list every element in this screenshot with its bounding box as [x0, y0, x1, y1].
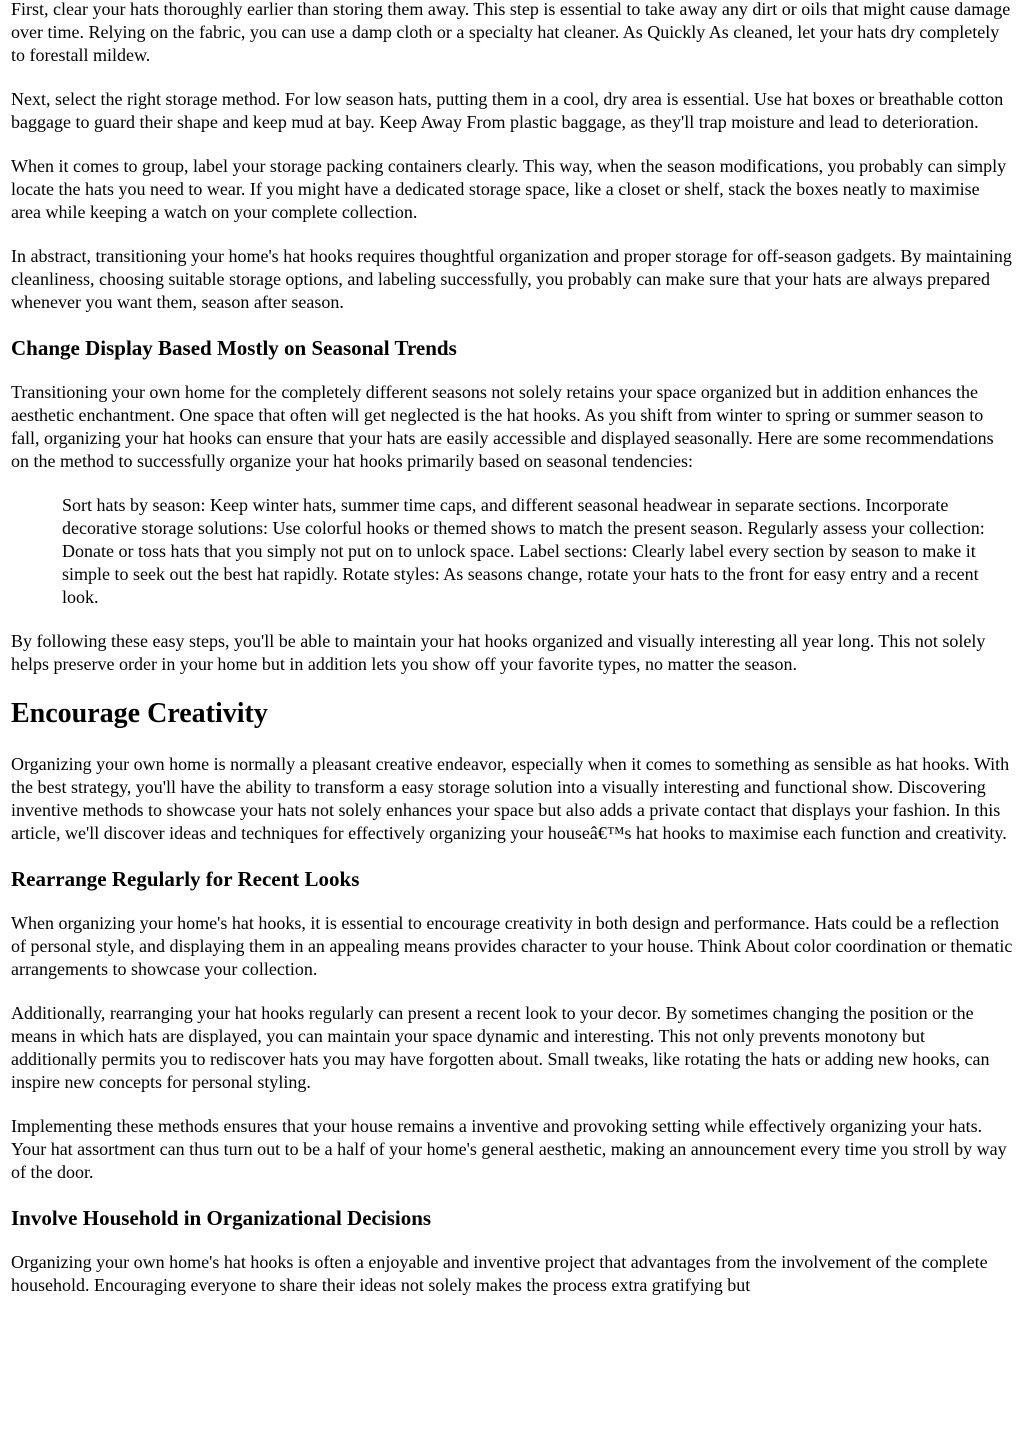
- seasonal-paragraph: Transitioning your own home for the completely different seasons not solely retains your space organized but in addition enhances the aesthetic enchantment. One space that often will get neglected is the hat hooks. As you shift from winter to spring or summer season to fall, organizing your hat hooks can ensure that your hats are easily accessible and displayed seasonally. Here are some recommendations on the method to successfully organize your hat hooks primarily based on seasonal tendencies:: [11, 382, 994, 471]
- intro-paragraph-labeling: When it comes to group, label your storage packing containers clearly. This way, when the season modifications, you probably can simply locate the hats you need to wear. If you might have a dedicated storage space, like a closet or shelf, stack the boxes neatly to maximise area while keeping a watch on your complete collection.: [11, 156, 1007, 222]
- heading-seasonal-trends: Change Display Based Mostly on Seasonal Trends: [11, 336, 457, 360]
- intro-paragraph-summary: In abstract, transitioning your home's hat hooks requires thoughtful organization and proper storage for off-season gadgets. By maintaining cleanliness, choosing suitable storage options, and labeling successfully, you probably can make sure that your hats are always prepared whenever you want them, season after season.: [11, 246, 1012, 312]
- intro-paragraph-storage-method: Next, select the right storage method. For low season hats, putting them in a cool, dry area is essential. Use hat boxes or breathable cotton baggage to guard their shape and keep mud at bay. Keep Away From plastic baggage, as they'll trap moisture and lead to deterioration.: [11, 89, 1004, 132]
- intro-paragraph-cleaning: First, clear your hats thoroughly earlier than storing them away. This step is essential to take away any dirt or oils that might cause damage over time. Relying on the fabric, you can use a damp cloth or a specialty hat cleaner. As Quickly As cleaned, let your hats dry completely to forestall mildew.: [11, 0, 1011, 65]
- rearrange-paragraph-1: When organizing your home's hat hooks, it is essential to encourage creativity in both design and performance. Hats could be a reflection of personal style, and displaying them in an appealing means provides character to your house. Think About color coordination or thematic arrangements to showcase your collection.: [11, 913, 1013, 979]
- heading-rearrange-regularly: Rearrange Regularly for Recent Looks: [11, 867, 360, 891]
- heading-involve-household: Involve Household in Organizational Decisions: [11, 1206, 432, 1230]
- rearrange-paragraph-3: Implementing these methods ensures that your house remains a inventive and provoking setting while effectively organizing your hats. Your hat assortment can thus turn out to be a half of your home's general aesthetic, making an announcement every time you stroll by way of the door.: [11, 1116, 1007, 1182]
- seasonal-tips-list: Sort hats by season: Keep winter hats, summer time caps, and different seasonal headwear in separate sections. Incorporate decorative storage solutions: Use colorful hooks or themed shows to match the present season. Regularly assess your collection: Donate or toss hats that you simply not put on to unlock space. Label sections: Clearly label every section by season to make it simple to seek out the best hat rapidly. Rotate styles: As seasons change, rotate your hats to the front for easy entry and a recent look.: [62, 495, 985, 607]
- creativity-paragraph: Organizing your own home is normally a pleasant creative endeavor, especially when it comes to something as sensible as hat hooks. With the best strategy, you'll have the ability to transform a easy storage solution into a visually interesting and functional show. Discovering inventive methods to showcase your hats not solely enhances your space but also adds a private contact that displays your fashion. In this article, we'll discover ideas and techniques for effectively organizing your houseâ€™s hat hooks to maximise each function and creativity.: [11, 754, 1010, 843]
- seasonal-closing-paragraph: By following these easy steps, you'll be able to maintain your hat hooks organized and visually interesting all year long. This not solely helps preserve order in your home but in addition lets you show off your favorite types, no matter the season.: [11, 631, 986, 674]
- rearrange-paragraph-2: Additionally, rearranging your hat hooks regularly can present a recent look to your decor. By sometimes changing the position or the means in which hats are displayed, you can maintain your space dynamic and interesting. This not only prevents monotony but additionally permits you to rediscover hats you may have forgotten about. Small tweaks, like rotating the hats or adding new hooks, can inspire new concepts for personal styling.: [11, 1003, 990, 1092]
- heading-encourage-creativity: Encourage Creativity: [11, 698, 268, 729]
- household-paragraph: Organizing your own home's hat hooks is often a enjoyable and inventive project that advantages from the involvement of the complete household. Encouraging everyone to share their ideas not solely makes the process extra gratifying but: [11, 1252, 988, 1295]
